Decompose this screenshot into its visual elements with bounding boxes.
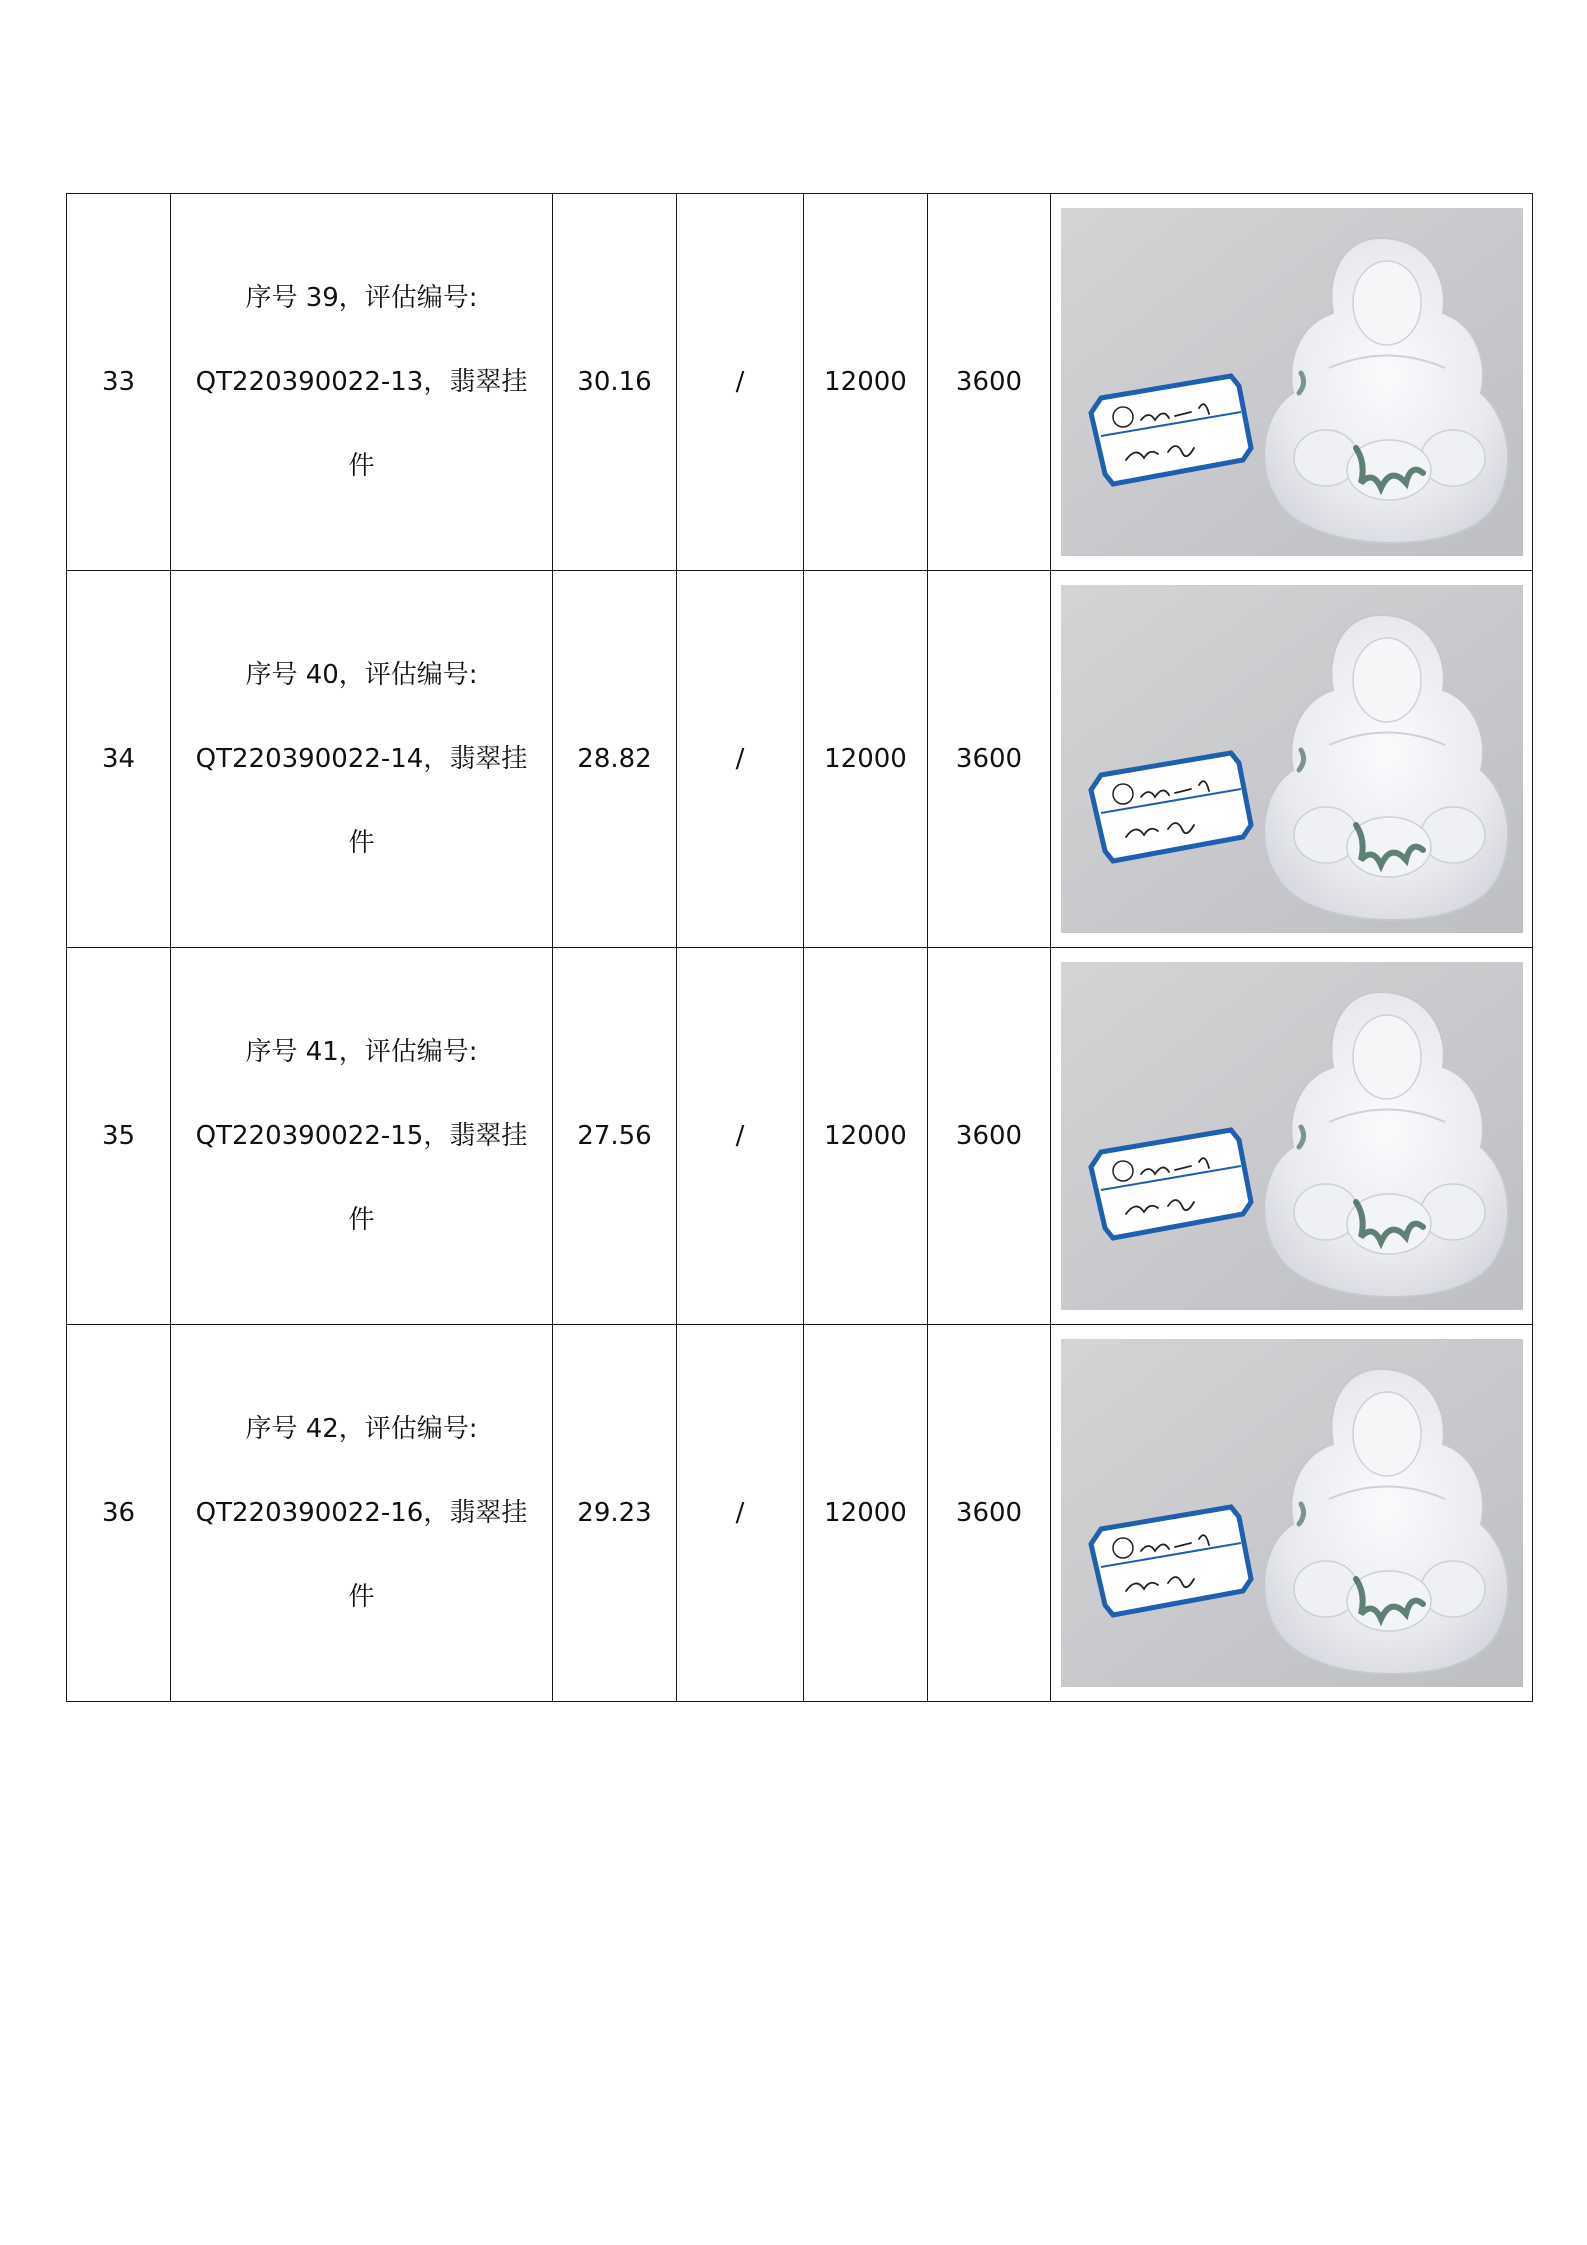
description-line: QT220390022-13，翡翠挂 [195, 367, 528, 397]
description-line: 序号 41，评估编号: [245, 1037, 478, 1067]
row-index: 34 [67, 571, 171, 948]
jade-pendant-photo [1061, 208, 1523, 556]
description-line: QT220390022-14，翡翠挂 [195, 744, 528, 774]
value-cell-2: 3600 [928, 194, 1051, 571]
weight-cell: 30.16 [553, 194, 677, 571]
slash-cell: / [677, 571, 804, 948]
item-description [171, 194, 553, 571]
appraisal-table [66, 193, 1533, 1702]
row-index: 33 [67, 194, 171, 571]
value-cell-2: 3600 [928, 948, 1051, 1325]
jade-pendant-photo [1061, 585, 1523, 933]
table-row [67, 1325, 1533, 1702]
description-line: 序号 40，评估编号: [245, 660, 478, 690]
item-description [171, 571, 553, 948]
photo-cell [1051, 194, 1533, 571]
photo-cell [1051, 948, 1533, 1325]
jade-pendant-photo [1061, 1339, 1523, 1687]
weight-cell: 29.23 [553, 1325, 677, 1702]
table-row [67, 948, 1533, 1325]
weight-cell: 28.82 [553, 571, 677, 948]
value-cell-2: 3600 [928, 571, 1051, 948]
description-line: 序号 39，评估编号: [245, 283, 478, 313]
item-description [171, 948, 553, 1325]
slash-cell: / [677, 948, 804, 1325]
slash-cell: / [677, 1325, 804, 1702]
table-row [67, 194, 1533, 571]
description-line: QT220390022-15，翡翠挂 [195, 1121, 528, 1151]
slash-cell: / [677, 194, 804, 571]
value-cell: 12000 [804, 194, 928, 571]
value-cell-2: 3600 [928, 1325, 1051, 1702]
photo-cell [1051, 571, 1533, 948]
weight-cell: 27.56 [553, 948, 677, 1325]
value-cell: 12000 [804, 571, 928, 948]
description-line: 序号 42，评估编号: [245, 1414, 478, 1444]
row-index: 36 [67, 1325, 171, 1702]
jade-pendant-photo [1061, 962, 1523, 1310]
description-line: 件 [348, 1205, 375, 1235]
item-description [171, 1325, 553, 1702]
value-cell: 12000 [804, 1325, 928, 1702]
row-index: 35 [67, 948, 171, 1325]
description-line: QT220390022-16，翡翠挂 [195, 1498, 528, 1528]
table-row [67, 571, 1533, 948]
description-line: 件 [348, 828, 375, 858]
description-line: 件 [348, 451, 375, 481]
value-cell: 12000 [804, 948, 928, 1325]
description-line: 件 [348, 1582, 375, 1612]
photo-cell [1051, 1325, 1533, 1702]
